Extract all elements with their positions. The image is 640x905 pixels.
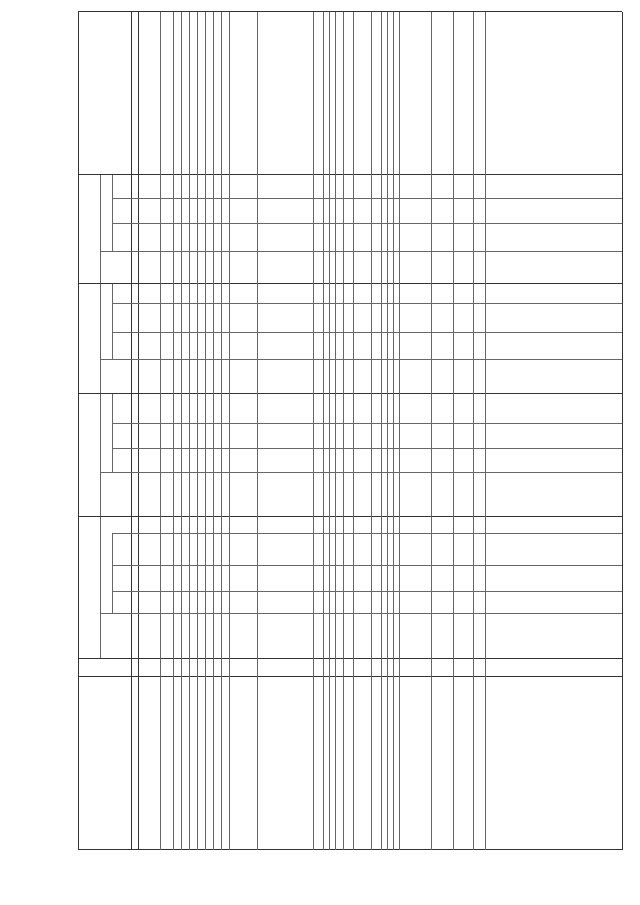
row-rule	[173, 12, 174, 850]
row-rule	[622, 12, 623, 850]
column-rule	[100, 359, 622, 360]
row-rule	[189, 12, 190, 850]
row-rule	[381, 12, 382, 850]
row-rule	[387, 12, 388, 850]
row-rule	[329, 12, 330, 850]
row-rule	[112, 284, 113, 360]
row-rule	[371, 12, 372, 850]
row-rule	[197, 12, 198, 850]
row-rule	[112, 394, 113, 473]
row-rule	[485, 12, 486, 850]
row-rule	[205, 12, 206, 850]
column-rule	[100, 251, 622, 252]
row-rule	[100, 175, 101, 659]
row-rule	[335, 12, 336, 850]
row-rule	[112, 175, 113, 252]
row-rule	[399, 12, 400, 850]
row-rule	[138, 12, 139, 850]
row-rule	[393, 12, 394, 850]
row-rule	[229, 12, 230, 850]
row-rule	[453, 12, 454, 850]
row-rule	[343, 12, 344, 850]
row-rule	[221, 12, 222, 850]
row-rule	[323, 12, 324, 850]
row-rule	[313, 12, 314, 850]
row-rule	[257, 12, 258, 850]
row-rule	[112, 534, 113, 614]
column-rule	[100, 472, 622, 473]
row-rule	[473, 12, 474, 850]
row-rule	[431, 12, 432, 850]
row-rule	[131, 12, 132, 850]
row-rule	[181, 12, 182, 850]
column-rule	[100, 613, 622, 614]
row-rule	[78, 12, 79, 850]
row-rule	[213, 12, 214, 850]
row-rule	[353, 12, 354, 850]
row-rule	[160, 12, 161, 850]
